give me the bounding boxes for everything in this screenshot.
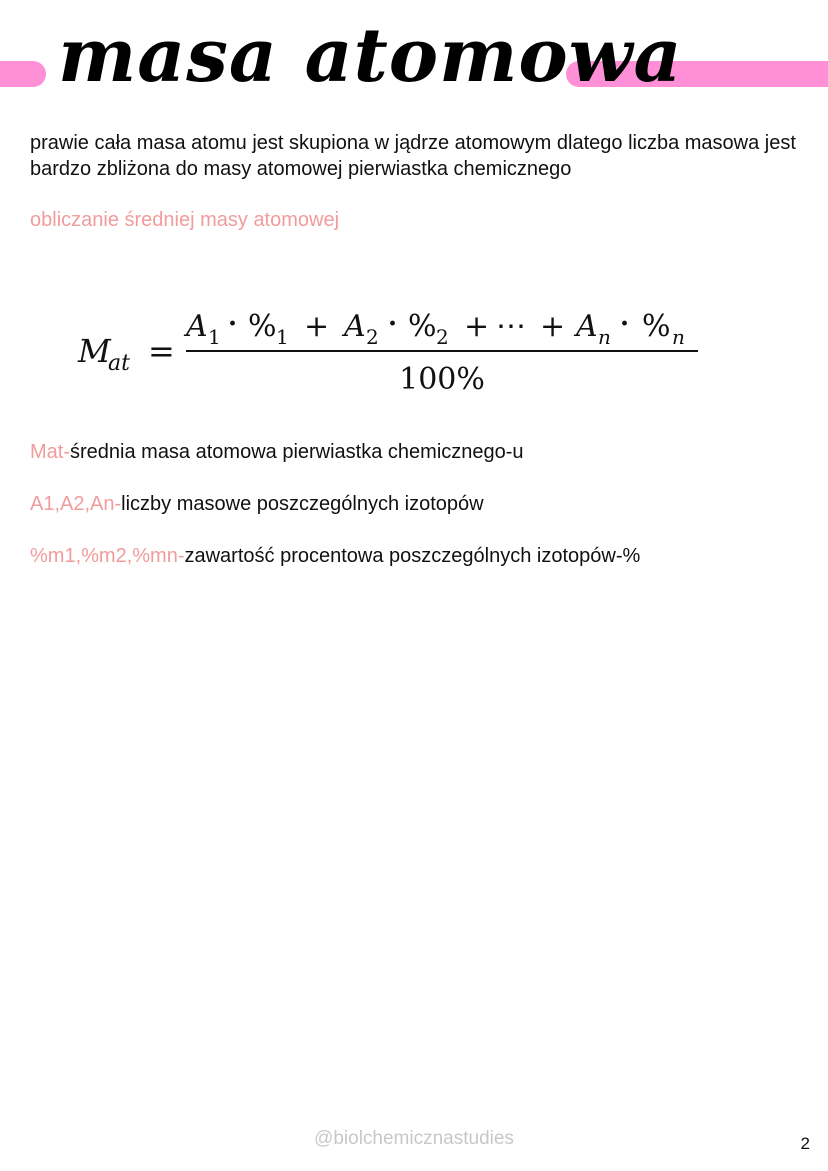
legend-description: średnia masa atomowa pierwiastka chemicznego-u <box>70 441 524 463</box>
header-band-left <box>0 61 46 87</box>
formula-num-a1-sub: 1 <box>208 325 221 349</box>
formula-num-an-sub: n <box>598 325 611 349</box>
formula-num-plus1: + <box>304 309 330 344</box>
legend-item-mass-numbers <box>30 491 484 517</box>
formula-lhs: M <box>78 332 111 370</box>
formula-fraction-bar <box>186 350 698 352</box>
page-number: 2 <box>800 1134 810 1153</box>
formula-num-a1: A <box>186 309 208 344</box>
legend-description: liczby masowe poszczególnych izotopów <box>121 493 484 515</box>
footer-watermark: @biolchemicznastudies <box>314 1128 514 1149</box>
formula-num-a2: A <box>344 309 366 344</box>
formula-svg <box>0 290 828 410</box>
formula-num-dot1: · <box>228 309 238 339</box>
formula-num-pctn: % <box>642 309 671 344</box>
formula-num-pct1-sub: 1 <box>276 325 289 349</box>
formula-num-pct2-sub: 2 <box>436 325 449 349</box>
formula-num-an: A <box>576 309 598 344</box>
formula-num-plus2: + <box>464 309 490 344</box>
section-subheading: obliczanie średniej masy atomowej <box>30 209 340 231</box>
legend-item-mat <box>30 439 524 465</box>
formula-num-pctn-sub: n <box>672 325 685 349</box>
page-title: masa atomowa <box>58 13 683 99</box>
formula <box>0 290 828 410</box>
formula-num-a2-sub: 2 <box>366 325 379 349</box>
legend-description: zawartość procentowa poszczególnych izotopów-% <box>184 545 641 567</box>
formula-num-pct1: % <box>248 309 277 344</box>
legend-item-percent-content <box>30 543 640 569</box>
formula-num-ellipsis: ⋯ <box>496 309 526 344</box>
formula-denominator: 100% <box>399 362 485 397</box>
legend-symbol: %m1,%m2,%mn- <box>30 545 185 567</box>
legend-symbol: Mat- <box>30 441 70 463</box>
formula-lhs-subscript: at <box>108 351 130 376</box>
formula-num-dot3: · <box>620 309 630 339</box>
formula-equals: = <box>148 332 175 370</box>
formula-num-dot2: · <box>388 309 398 339</box>
formula-num-plus3: + <box>540 309 566 344</box>
legend-symbol: A1,A2,An- <box>30 493 122 515</box>
formula-num-pct2: % <box>408 309 437 344</box>
intro-paragraph: prawie cała masa atomu jest skupiona w jądrze atomowym dlatego liczba masowa jest bardzo zbliżona do masy atomowej pierwiastka chemicznego <box>30 132 796 180</box>
